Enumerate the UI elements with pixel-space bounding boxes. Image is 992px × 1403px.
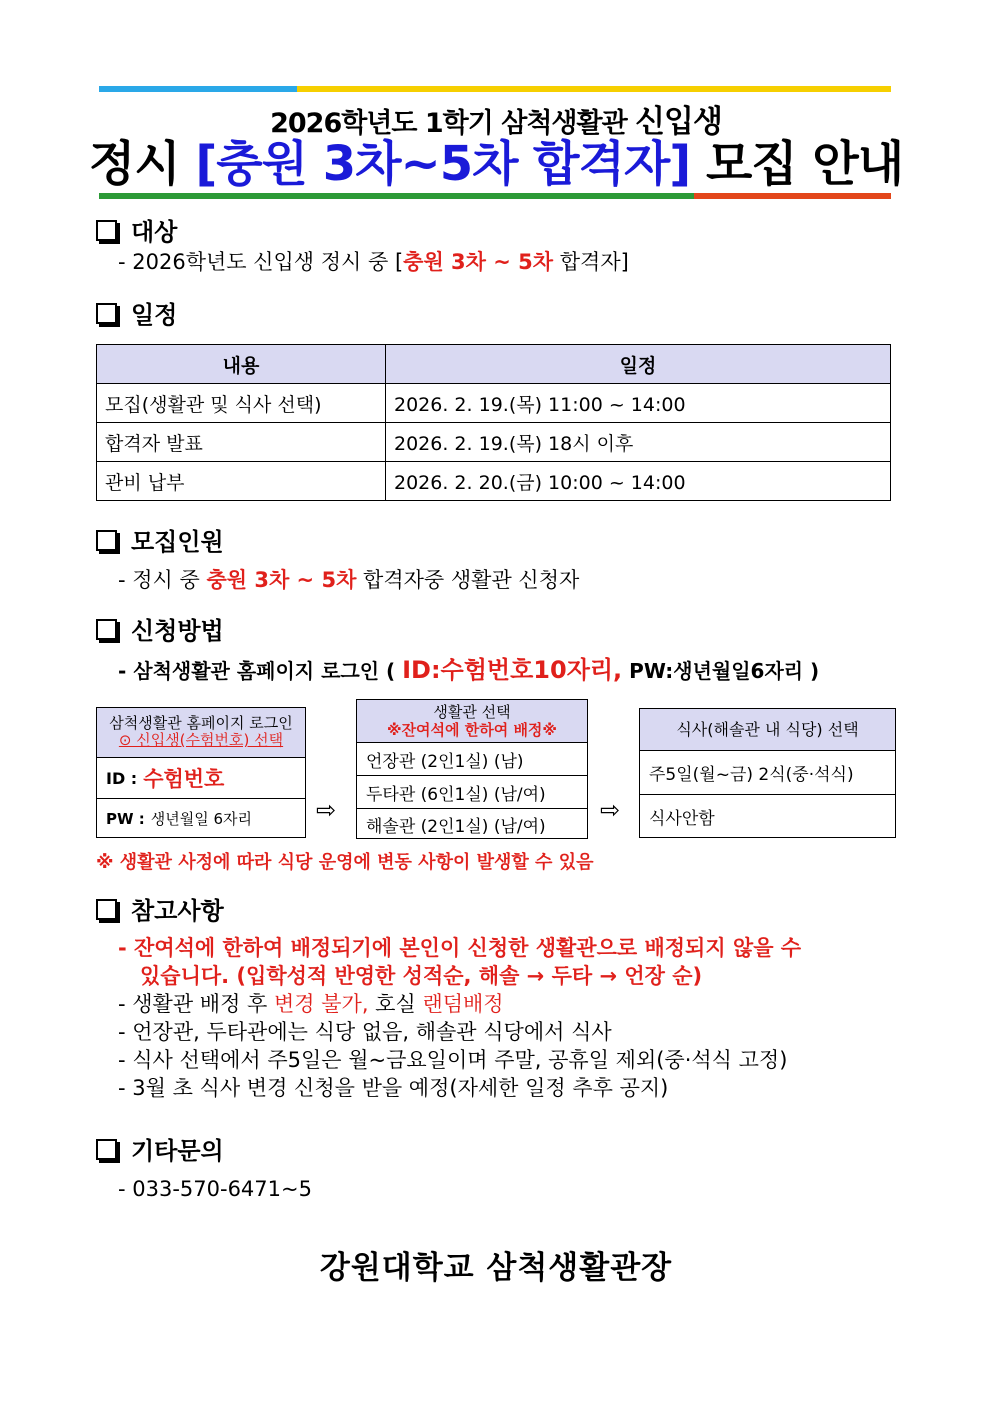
table-cell: 합격자 발표 (97, 423, 386, 462)
bottom-bar-green (99, 193, 694, 199)
dorm-box-subtitle: ※잔여석에 한하여 배정※ (386, 721, 558, 739)
page-title-line2: 정시 [충원 3차~5차 합격자] 모집 안내 (88, 136, 904, 192)
dorm-box-title: 생활관 선택 (433, 703, 511, 721)
checkbox-square-icon (96, 619, 117, 640)
contact-phone: - 033-570-6471~5 (118, 1177, 312, 1201)
dorm-option: 해솔관 (2인1실) (남/여) (357, 808, 587, 839)
table-row (97, 384, 891, 423)
note-3: - 언장관, 두타관에는 식당 없음, 해솔관 식당에서 식사 (118, 1020, 612, 1044)
target-line: - 2026학년도 신입생 정시 중 [충원 3차 ~ 5차 합격자] (118, 250, 629, 274)
arrow-right-icon: ⇨ (600, 796, 621, 824)
table-cell: 2026. 2. 20.(금) 10:00 ~ 14:00 (386, 462, 891, 501)
table-row (97, 423, 891, 462)
checkbox-square-icon (96, 1139, 117, 1160)
table-cell: 2026. 2. 19.(목) 18시 이후 (386, 423, 891, 462)
table-row (97, 462, 891, 501)
note-1-line1: - 잔여석에 한하여 배정되기에 본인이 신청한 생활관으로 배정되지 않을 수 (118, 936, 802, 960)
apply-line: - 삼척생활관 홈페이지 로그인 ( ID:수험번호10자리, PW:생년월일6자리 ) (118, 656, 820, 684)
table-cell: 모집(생활관 및 식사 선택) (97, 384, 386, 423)
checkbox-square-icon (96, 899, 117, 920)
checkbox-square-icon (96, 530, 117, 551)
section-schedule-heading: 일정 (96, 300, 177, 330)
table-cell: 2026. 2. 19.(목) 11:00 ~ 14:00 (386, 384, 891, 423)
login-box (96, 707, 306, 838)
meal-option: 식사안함 (640, 794, 895, 838)
note-2: - 생활관 배정 후 변경 불가, 호실 랜덤배정 (118, 992, 504, 1016)
column-header: 일정 (386, 345, 891, 384)
table-cell: 관비 납부 (97, 462, 386, 501)
recruit-line: - 정시 중 충원 3차 ~ 5차 합격자중 생활관 신청자 (118, 568, 580, 592)
schedule-table (96, 344, 891, 501)
pw-row: PW : 생년월일 6자리 (97, 798, 305, 838)
id-row: ID : 수험번호 (97, 757, 305, 798)
table-header-row (97, 345, 891, 384)
note-4: - 식사 선택에서 주5일은 월~금요일이며 주말, 공휴일 제외(중·석식 고정) (118, 1048, 788, 1072)
note-5: - 3월 초 식사 변경 신청을 받을 예정(자세한 일정 추후 공지) (118, 1076, 669, 1100)
note-1-line2: 있습니다. (입학성적 반영한 성적순, 해솔 → 두타 → 언장 순) (140, 964, 703, 988)
meal-box-title: 식사(해솔관 내 식당) 선택 (640, 709, 895, 750)
section-target-heading: 대상 (96, 217, 177, 247)
section-contact-heading: 기타문의 (96, 1136, 224, 1166)
title-emphasis: [충원 3차~5차 합격자] (195, 136, 691, 192)
arrow-right-icon: ⇨ (316, 796, 337, 824)
login-box-subtitle: ⊙ 신입생(수험번호) 선택 (118, 731, 284, 749)
page-title-line1: 2026학년도 1학기 삼척생활관 신입생 (270, 104, 722, 140)
section-apply-heading: 신청방법 (96, 616, 224, 646)
top-bar-yellow (297, 86, 891, 92)
top-bar-blue (99, 86, 297, 92)
meal-select-box (639, 708, 896, 838)
section-recruit-heading: 모집인원 (96, 527, 224, 557)
login-box-title: 삼척생활관 홈페이지 로그인 (109, 714, 293, 732)
bottom-bar-red (694, 193, 891, 199)
dining-notice: ※ 생활관 사정에 따라 식당 운영에 변동 사항이 발생할 수 있음 (96, 852, 594, 873)
meal-option: 주5일(월~금) 2식(중·석식) (640, 750, 895, 794)
checkbox-square-icon (96, 220, 117, 241)
dorm-option: 언장관 (2인1실) (남) (357, 742, 587, 775)
footer-signature: 강원대학교 삼척생활관장 (319, 1250, 673, 1286)
checkbox-square-icon (96, 303, 117, 324)
dorm-option: 두타관 (6인1실) (남/여) (357, 775, 587, 808)
section-notes-heading: 참고사항 (96, 896, 224, 926)
dorm-select-box (356, 699, 588, 839)
column-header: 내용 (97, 345, 386, 384)
